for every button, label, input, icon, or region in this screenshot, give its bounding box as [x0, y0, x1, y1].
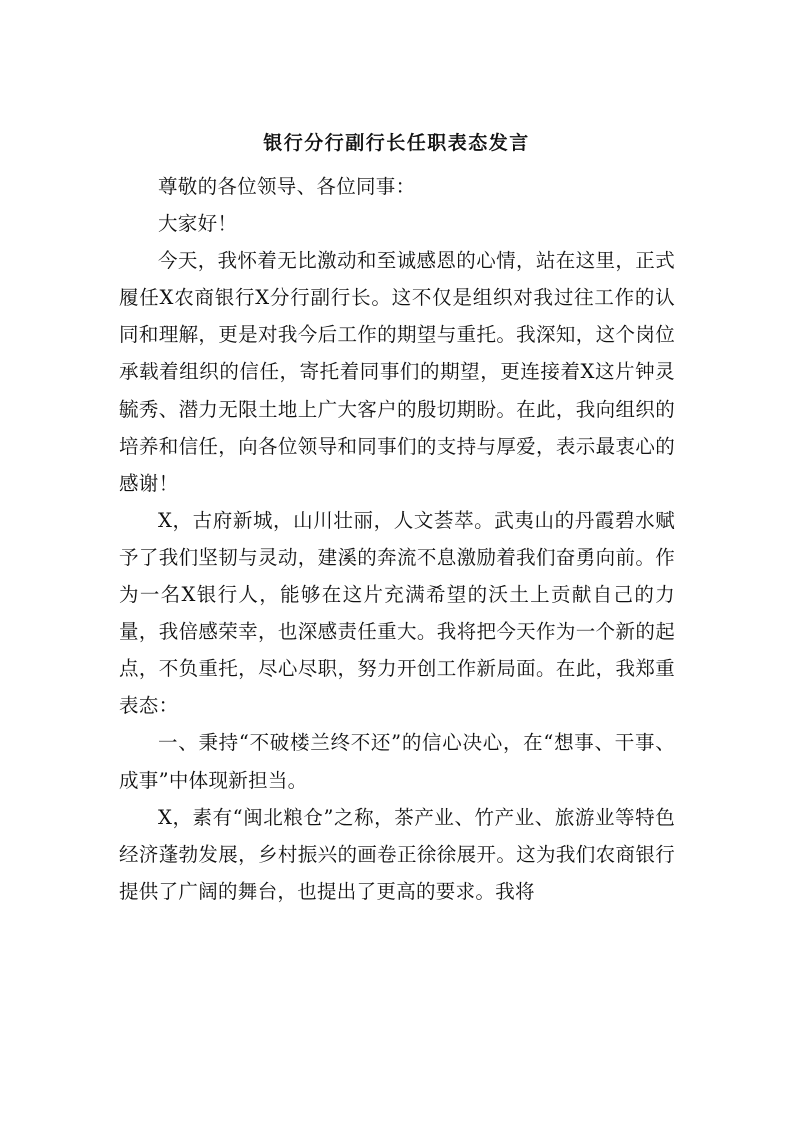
paragraph-region-intro: X，古府新城，山川壮丽，人文荟萃。武夷山的丹霞碧水赋予了我们坚韧与灵动，建溪的奔流不息激励着我们奋勇向前。作为一名X银行人，能够在这片充满希望的沃土上贡献自己的力量，我倍感荣幸，也深感责任重大。我将把今天作为一个新的起点，不负重托，尽心尽职，努力开创工作新局面。在此，我郑重表态： — [119, 508, 675, 718]
paragraph-pledge-one-heading: 一、秉持“不破楼兰终不还”的信心决心，在“想事、干事、成事”中体现新担当。 — [119, 731, 675, 792]
paragraph-salutation: 尊敬的各位领导、各位同事： — [158, 175, 416, 198]
document-body — [119, 168, 675, 910]
paragraph-opening: 今天，我怀着无比激动和至诚感恩的心情，站在这里，正式履任X农商银行X分行副行长。这不仅是组织对我过往工作的认同和理解，更是对我今后工作的期望与重托。我深知，这个岗位承载着组织的信任，寄托着同事们的期望，更连接着X这片钟灵毓秀、潜力无限土地上广大客户的殷切期盼。在此，我向组织的培养和信任，向各位领导和同事们的支持与厚爱，表示最衷心的感谢！ — [119, 249, 675, 495]
paragraph-pledge-one-body: X，素有“闽北粮仓”之称，茶产业、竹产业、旅游业等特色经济蓬勃发展，乡村振兴的画卷正徐徐展开。这为我们农商银行提供了广阔的舞台，也提出了更高的要求。我将 — [119, 805, 675, 903]
paragraph-greeting: 大家好！ — [158, 212, 238, 236]
document-title: 银行分行副行长任职表态发言 — [263, 132, 530, 154]
